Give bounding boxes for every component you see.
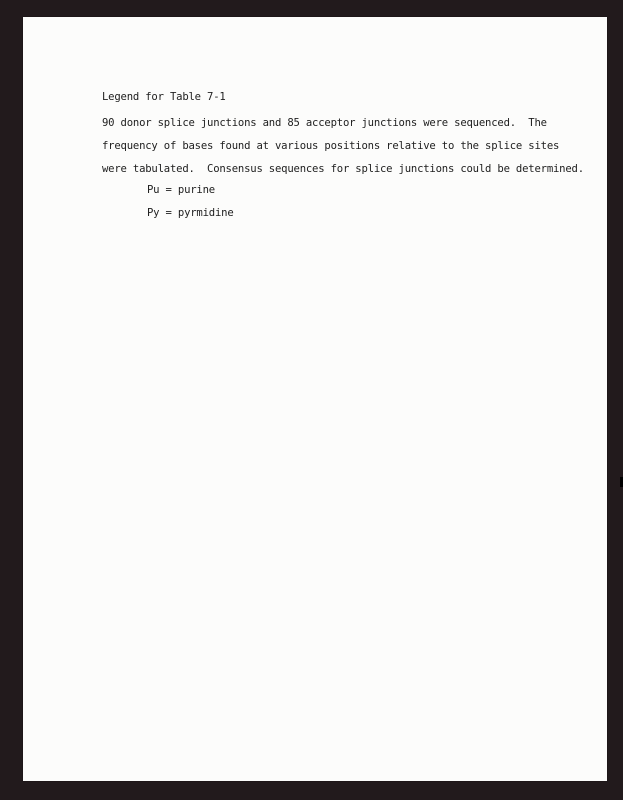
document-sheet bbox=[23, 17, 607, 781]
legend-heading: Legend for Table 7-1 bbox=[102, 91, 226, 103]
paragraph-line-1: 90 donor splice junctions and 85 acceptor junctions were sequenced. The bbox=[102, 117, 547, 129]
definition-purine: Pu = purine bbox=[147, 184, 215, 196]
definition-pyrimidine: Py = pyrmidine bbox=[147, 207, 234, 219]
paragraph-line-2: frequency of bases found at various positions relative to the splice sites bbox=[102, 140, 560, 152]
paragraph-line-3: were tabulated. Consensus sequences for splice junctions could be determined. bbox=[102, 163, 584, 175]
